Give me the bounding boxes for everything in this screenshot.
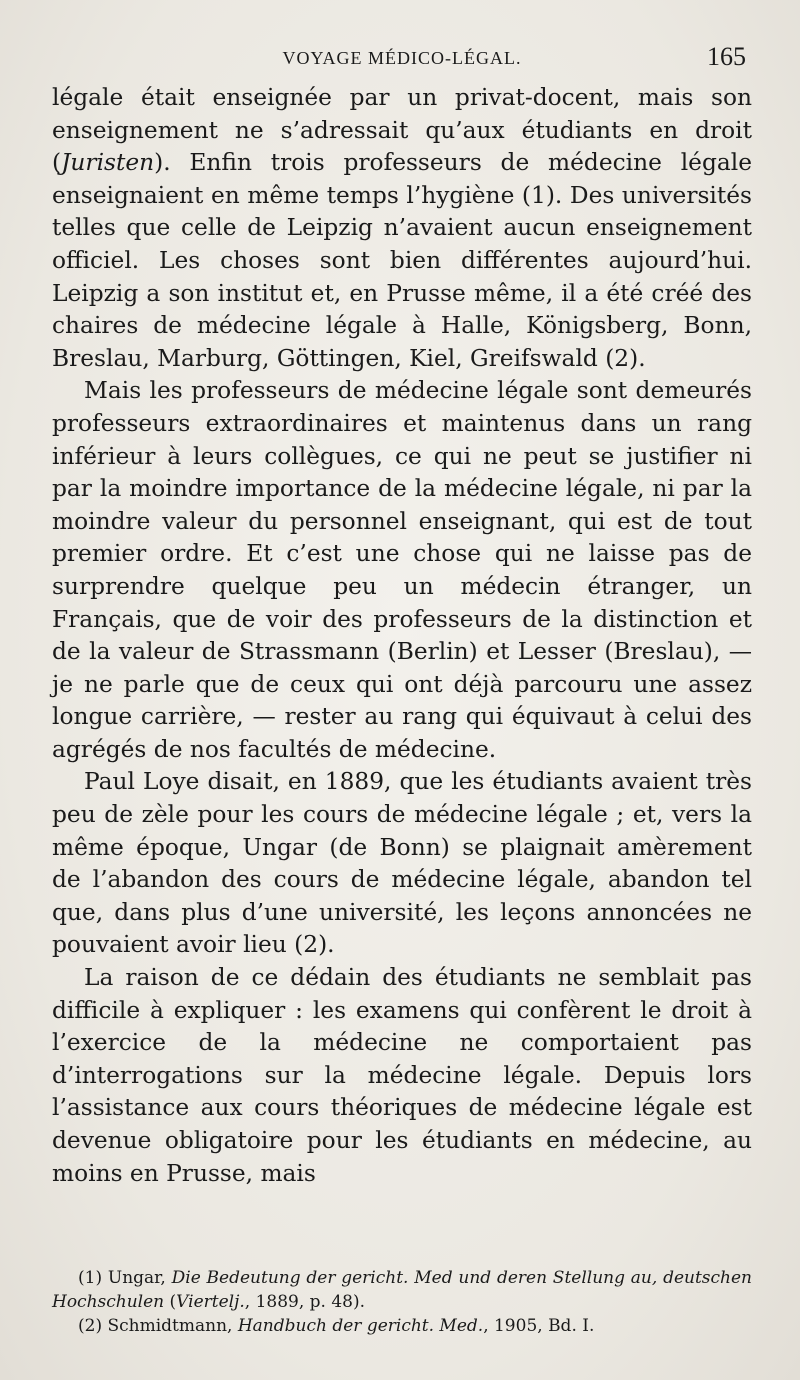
running-header [52, 42, 752, 76]
footnote-1-journal: Viertelj. [176, 1292, 245, 1312]
page-number: 165 [707, 42, 746, 71]
footnote-2-title: Handbuch der gericht. Med. [237, 1316, 484, 1336]
running-title: VOYAGE MÉDICO-LÉGAL. [282, 48, 522, 68]
paragraph-2: Mais les professeurs de médecine légale sont demeurés professeurs extraordinaires et maintenus dans un rang inférieur à leurs collègues, ce qui ne peut se justifier ni par la moindre importance de la médecine légale, ni par la moindre valeur du personnel enseignant, qui est de tout premier ordre. Et c’est une chose qui ne laisse pas de surprendre quelque peu un médecin étranger, un Français, que de voir des professeurs de la distinction et de la valeur de Strassmann (Berlin) et Lesser (Breslau), — je ne parle que de ceux qui ont déjà parcouru une assez longue carrière, — rester au rang qui équivaut à celui des agrégés de nos facultés de médecine. [52, 377, 752, 763]
paragraph-3: Paul Loye disait, en 1889, que les étudiants avaient très peu de zèle pour les cours de médecine légale ; et, vers la même époque, Ungar (de Bonn) se plaignait amèrement de l’abandon des cours de médecine légale, abandon tel que, dans plus d’une université, les leçons annoncées ne pouvaient avoir lieu (2). [52, 768, 752, 959]
footnote-2-rest: , 1905, Bd. I. [483, 1316, 595, 1336]
footnote-2-marker: (2) Schmidtmann, [78, 1316, 238, 1336]
body-text [52, 82, 752, 1190]
footnote-2 [52, 1314, 752, 1338]
paragraph-1 [52, 82, 752, 375]
footnote-1-rest: , 1889, p. 48). [244, 1292, 366, 1312]
footnote-1 [52, 1266, 752, 1314]
footnotes [52, 1266, 752, 1338]
paragraph-1-text-b: ). Enfin trois professeurs de médecine légale enseignaient en même temps l’hygiène (1). Des universités telles que celle de Leipzig n’avaient aucun enseignement officiel. Les choses sont bien différentes aujourd’hui. Leipzig a son institut et, en Prusse même, il a été créé des chaires de médecine légale à Halle, Königsberg, Bonn, Breslau, Marburg, Göttingen, Kiel, Greifswald (2). [52, 149, 752, 372]
footnote-1-paren: ( [164, 1292, 177, 1312]
footnote-1-marker: (1) Ungar, [78, 1268, 172, 1288]
paragraph-1-text-a: légale était enseignée par un privat-docent, mais son enseignement ne s’adressait qu’aux étudiants en droit ( [52, 84, 752, 177]
footnote-1-title: Die Bedeutung der gericht. Med und deren Stellung au, deutschen Hochschulen [52, 1268, 752, 1312]
paragraph-1-italic: Juristen [61, 149, 155, 177]
paragraph-4: La raison de ce dédain des étudiants ne semblait pas difficile à expliquer : les examens qui confèrent le droit à l’exercice de la médecine ne comportaient pas d’interrogations sur la médecine légale. Depuis lors l’assistance aux cours théoriques de médecine légale est devenue obligatoire pour les étudiants en médecine, au moins en Prusse, mais [52, 964, 752, 1187]
